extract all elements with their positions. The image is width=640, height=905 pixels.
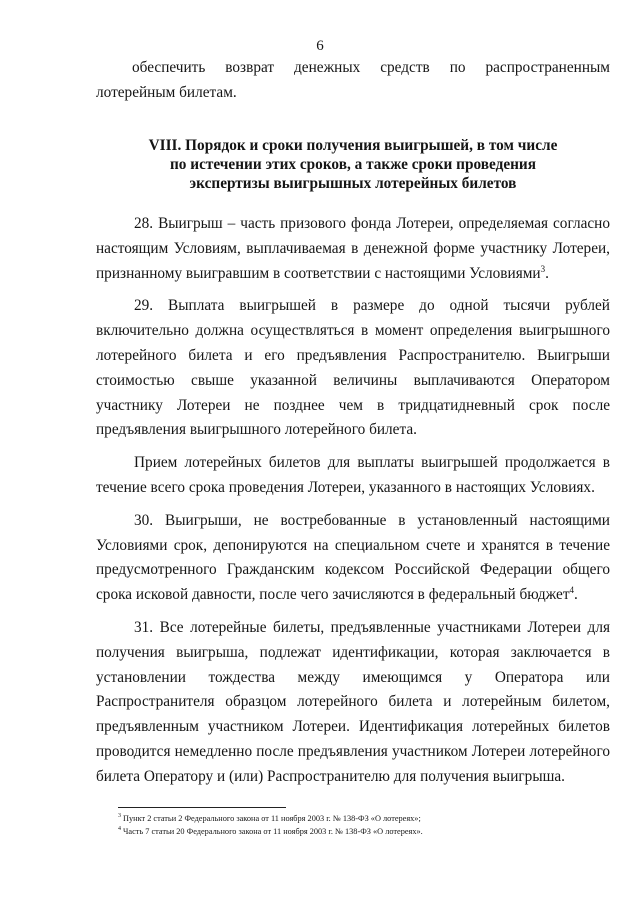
paragraph-30-text: 30. Выигрыши, не востребованные в установленный настоящими Условиями срок, депонируются на специальном счете и хранятся в течение предусмотренного Гражданским кодексом Российской Федерации общего срока исковой давности, после чего зачисляются в федеральный бюджет	[96, 511, 610, 604]
paragraph-29-continued: Прием лотерейных билетов для выплаты выигрышей продолжается в течение всего срока проведения Лотереи, указанного в настоящих Условиях.	[96, 454, 610, 496]
footnote-ref-4[interactable]: 4	[569, 585, 575, 596]
footnote-ref-3[interactable]: 3	[540, 263, 546, 274]
paragraph-28-text: 28. Выигрыш – часть призового фонда Лотереи, определяемая согласно настоящим Условиям, выплачиваемая в денежной форме участнику Лотереи, признанному выигравшим в соответствии с настоящими Условиями	[96, 215, 610, 282]
paragraph-30: 30. Выигрыши, не востребованные в установленный настоящими Условиями срок, депонируются на специальном счете и хранятся в течение предусмотренного Гражданским кодексом Российской Федерации общего срока исковой давности, после чего зачисляются в федеральный бюджет$^4$.	[96, 511, 610, 604]
footnote-3-mark: 3	[118, 813, 121, 820]
heading-line-2: по истечении этих сроков, а также сроки проведения	[169, 156, 537, 173]
heading-line-1: VIII. Порядок и сроки получения выигрышей, в том числе	[148, 137, 558, 154]
footnote-4	[118, 825, 618, 838]
paragraph-31: 31. Все лотерейные билеты, предъявленные участниками Лотереи для получения выигрыша, подлежат идентификации, которая заключается в установлении тождества между имеющимся у Оператора или Распространителя образцом лотерейного билета и лотерейным билетом, предъявленным участником Лотереи. Идентификация лотерейных билетов проводится немедленно после предъявления участником Лотереи лотерейного билета Оператору и (или) Распространителю для получения выигрыша.	[96, 618, 610, 785]
footnote-3	[118, 812, 618, 825]
section-body	[96, 212, 610, 798]
footnote-4-mark: 4	[118, 826, 121, 833]
intro-paragraph: обеспечить возврат денежных средств по распространенным лотерейным билетам.	[96, 59, 610, 101]
footnote-3-text: Пункт 2 статьи 2 Федерального закона от 11 ноября 2003 г. № 138-ФЗ «О лотереях»;	[123, 814, 421, 823]
paragraph-28: 28. Выигрыш – часть призового фонда Лотереи, определяемая согласно настоящим Условиям, выплачиваемая в денежной форме участнику Лотереи, признанному выигравшим в соответствии с настоящими Условиями$^3$.	[96, 215, 610, 282]
intro-block	[96, 56, 610, 114]
footnote-divider	[118, 807, 286, 808]
page-number: 6	[316, 38, 324, 54]
footnotes	[118, 812, 618, 838]
footnote-4-text: Часть 7 статьи 20 Федерального закона от 11 ноября 2003 г. № 138-ФЗ «О лотереях».	[123, 827, 423, 836]
paragraph-29: 29. Выплата выигрышей в размере до одной тысячи рублей включительно должна осуществляться в момент определения выигрышного лотерейного билета и его предъявления Распространителю. Выигрыши стоимостью свыше указанной величины выплачиваются Оператором участнику Лотереи не позднее чем в тридцатидневный срок после предъявления выигрышного лотерейного билета.	[96, 297, 610, 439]
section-heading	[96, 136, 610, 193]
heading-line-3: экспертизы выигрышных лотерейных билетов	[189, 175, 517, 192]
